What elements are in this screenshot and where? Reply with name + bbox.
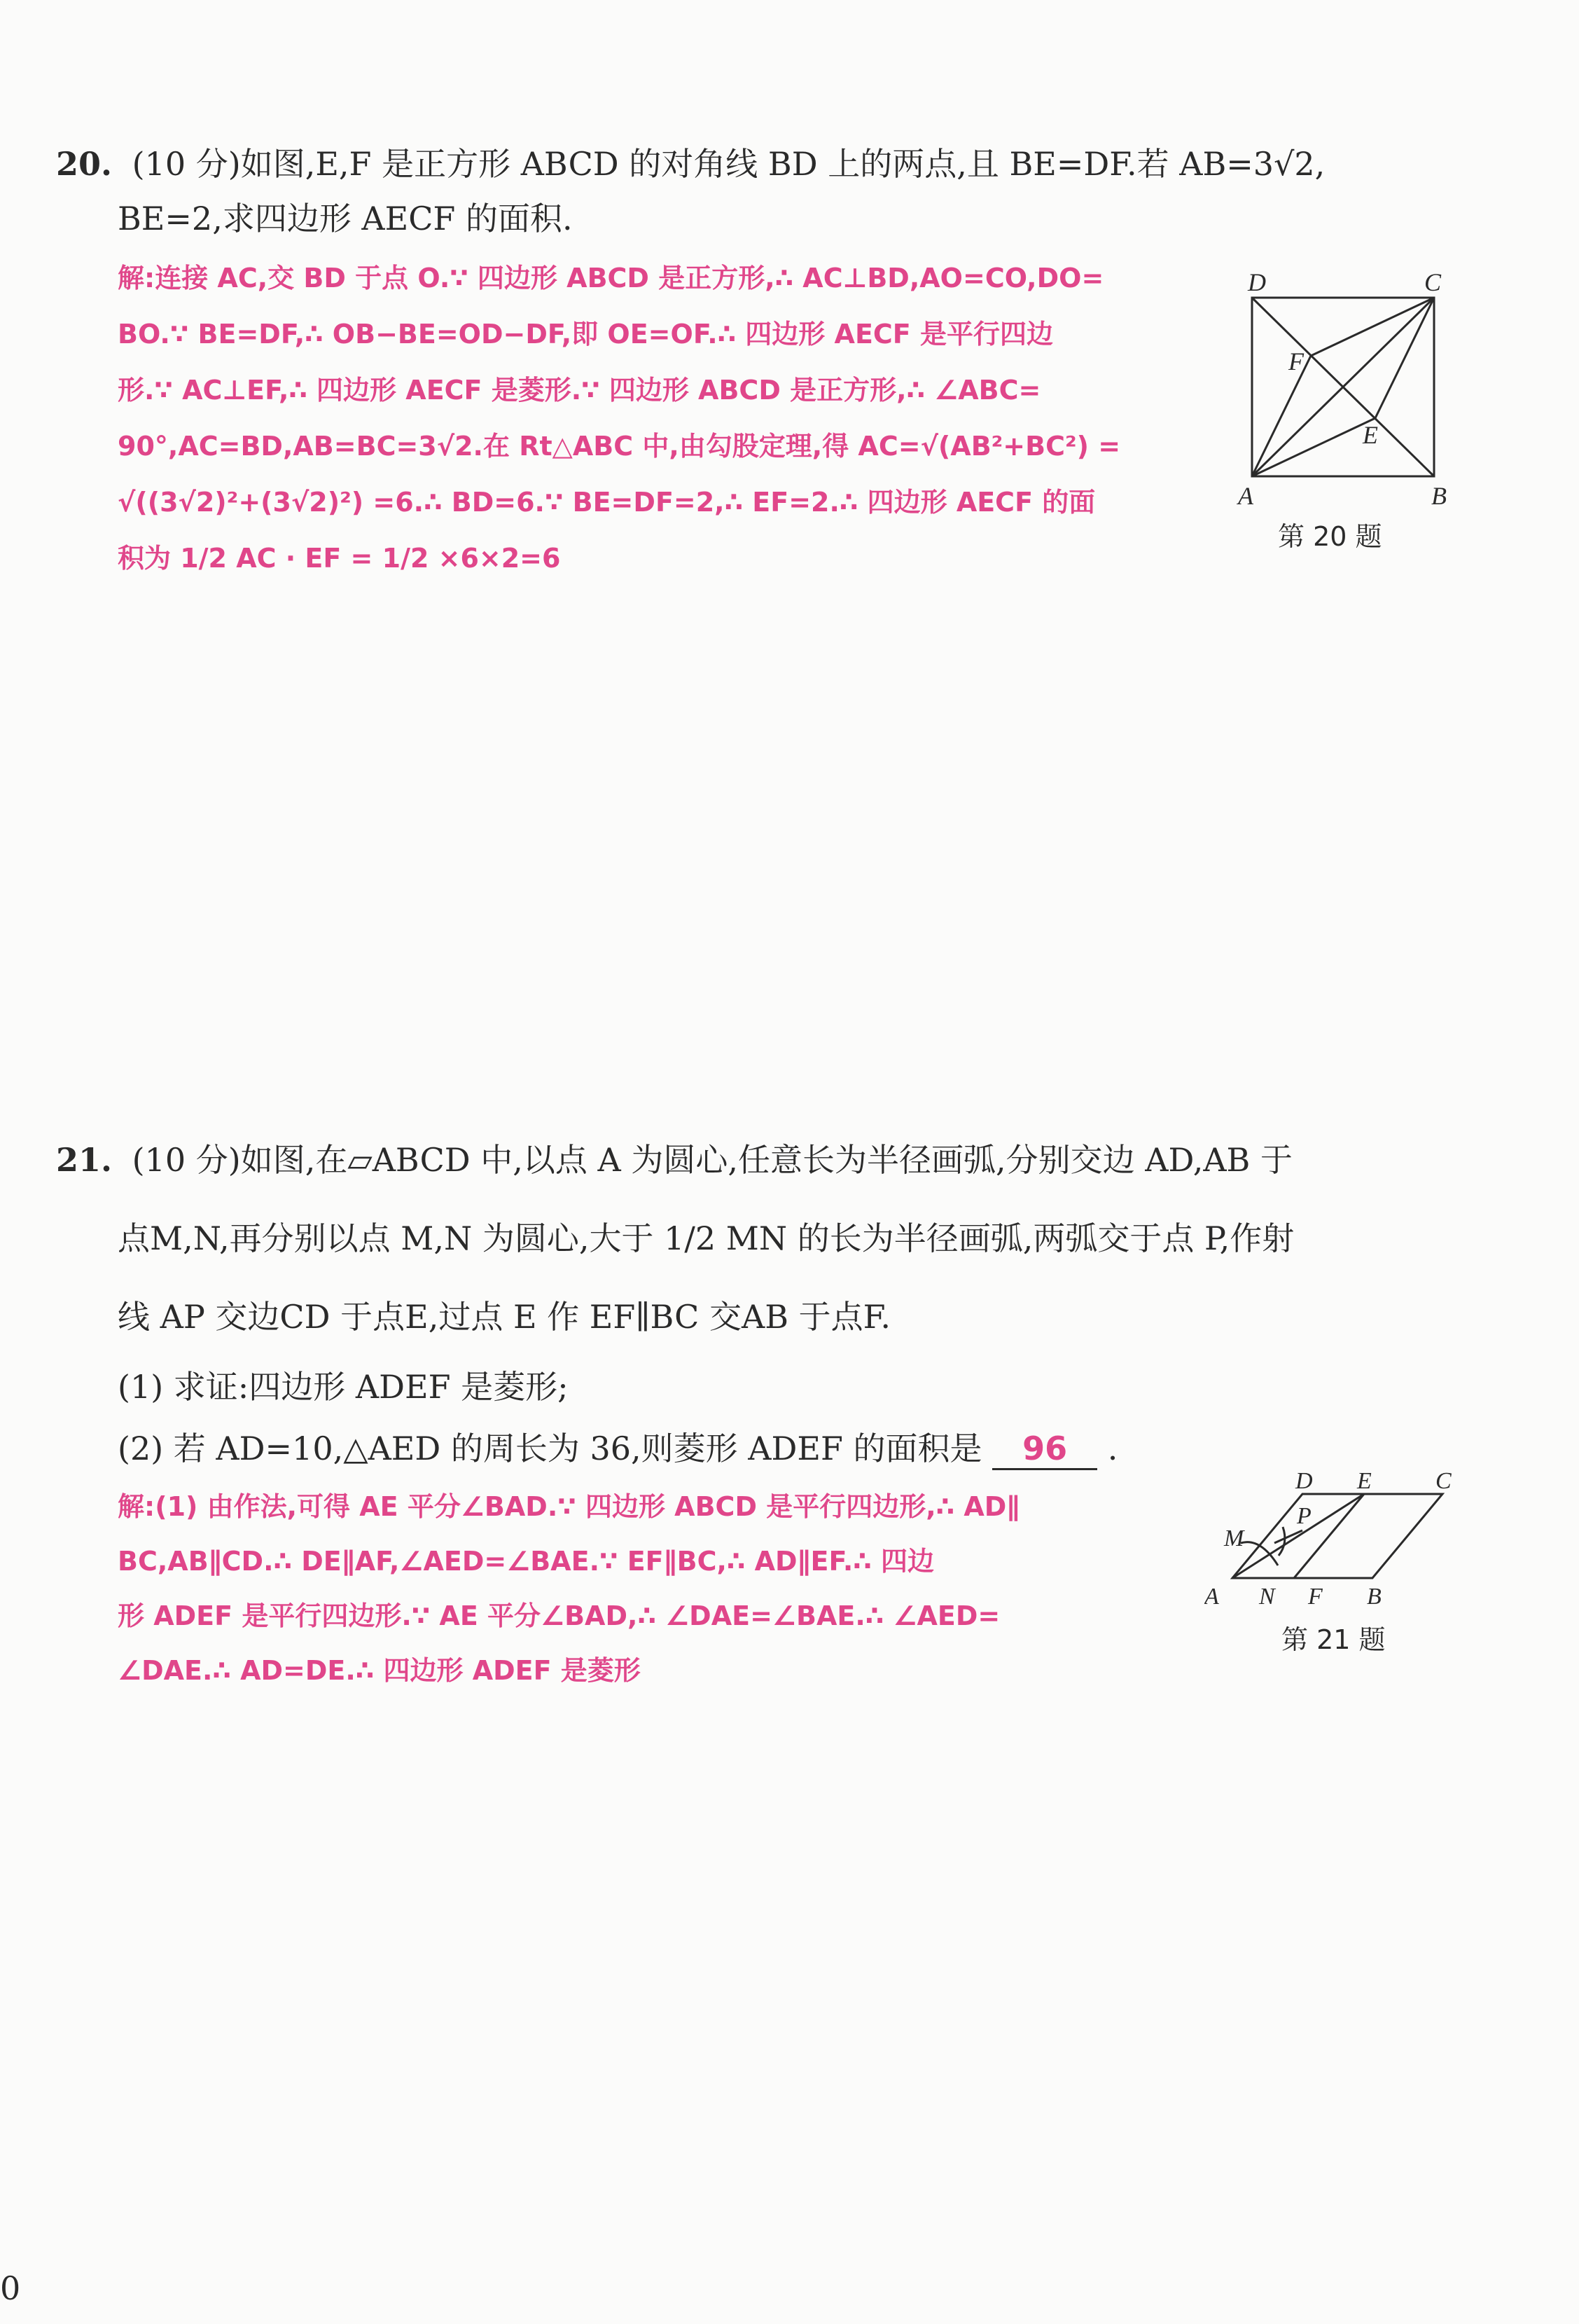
question-number: 21.	[56, 1141, 113, 1179]
label-E: E	[1357, 1468, 1372, 1494]
part-2-suffix: .	[1107, 1430, 1118, 1467]
answer-blank: 96	[992, 1429, 1097, 1470]
question-number: 20.	[56, 145, 113, 183]
label-E: E	[1363, 421, 1378, 449]
figure-20	[1232, 263, 1463, 508]
solution-line: 形 ADEF 是平行四边形.∵ AE 平分∠BAD,∴ ∠DAE=∠BAE.∴ ∠AED=	[118, 1600, 1001, 1631]
figure-21	[1204, 1460, 1470, 1618]
part-2-text: (2) 若 AD=10,△AED 的周长为 36,则菱形 ADEF 的面积是	[118, 1430, 982, 1467]
label-B: B	[1431, 482, 1447, 508]
label-F: F	[1288, 347, 1304, 375]
solution-line: 形.∵ AC⊥EF,∴ 四边形 AECF 是菱形.∵ 四边形 ABCD 是正方形,∴ ∠ABC=	[118, 375, 1041, 406]
label-C: C	[1435, 1468, 1452, 1494]
figure-caption: 第 20 题	[1278, 521, 1382, 552]
label-D: D	[1248, 268, 1266, 296]
page-number: 0	[0, 2269, 21, 2307]
solution-line: √((3√2)²+(3√2)²) =6.∴ BD=6.∵ BE=DF=2,∴ EF=2.∴ 四边形 AECF 的面	[118, 487, 1096, 518]
solution-line: 90°,AC=BD,AB=BC=3√2.在 Rt△ABC 中,由勾股定理,得 AC=√(AB²+BC²) =	[118, 431, 1121, 462]
parallelogram-diagram	[1204, 1460, 1470, 1618]
solution-line: BO.∵ BE=DF,∴ OB−BE=OD−DF,即 OE=OF.∴ 四边形 AECF 是平行四边	[118, 319, 1053, 350]
question-part-1: (1) 求证:四边形 ADEF 是菱形;	[118, 1368, 569, 1406]
question-text-line: 线 AP 交边CD 于点E,过点 E 作 EF∥BC 交AB 于点F.	[118, 1298, 891, 1336]
solution-line: ∠DAE.∴ AD=DE.∴ 四边形 ADEF 是菱形	[118, 1655, 641, 1686]
question-text-line: 点M,N,再分别以点 M,N 为圆心,大于 1/2 MN 的长为半径画弧,两弧交于点 P,作射	[118, 1219, 1295, 1257]
figure-caption: 第 21 题	[1281, 1624, 1386, 1655]
label-A: A	[1204, 1584, 1219, 1610]
label-F: F	[1308, 1584, 1323, 1610]
label-M: M	[1224, 1526, 1244, 1551]
question-text-line: BE=2,求四边形 AECF 的面积.	[118, 200, 573, 237]
label-C: C	[1424, 268, 1442, 296]
label-D: D	[1295, 1468, 1313, 1494]
label-N: N	[1259, 1584, 1275, 1610]
solution-line: 积为 1/2 AC · EF = 1/2 ×6×2=6	[118, 543, 561, 574]
square-diagram	[1232, 263, 1463, 508]
question-text-line: (10 分)如图,在▱ABCD 中,以点 A 为圆心,任意长为半径画弧,分别交边 AD,AB 于	[132, 1141, 1293, 1179]
question-text-line: (10 分)如图,E,F 是正方形 ABCD 的对角线 BD 上的两点,且 BE=DF.若 AB=3√2,	[132, 145, 1326, 183]
label-A: A	[1238, 482, 1253, 508]
solution-line: BC,AB∥CD.∴ DE∥AF,∠AED=∠BAE.∵ EF∥BC,∴ AD∥EF.∴ 四边	[118, 1546, 934, 1577]
solution-line: 解:(1) 由作法,可得 AE 平分∠BAD.∵ 四边形 ABCD 是平行四边形,∴ AD∥	[118, 1491, 1020, 1522]
label-P: P	[1297, 1503, 1312, 1529]
solution-line: 解:连接 AC,交 BD 于点 O.∵ 四边形 ABCD 是正方形,∴ AC⊥BD,AO=CO,DO=	[118, 263, 1104, 293]
label-B: B	[1367, 1584, 1382, 1610]
